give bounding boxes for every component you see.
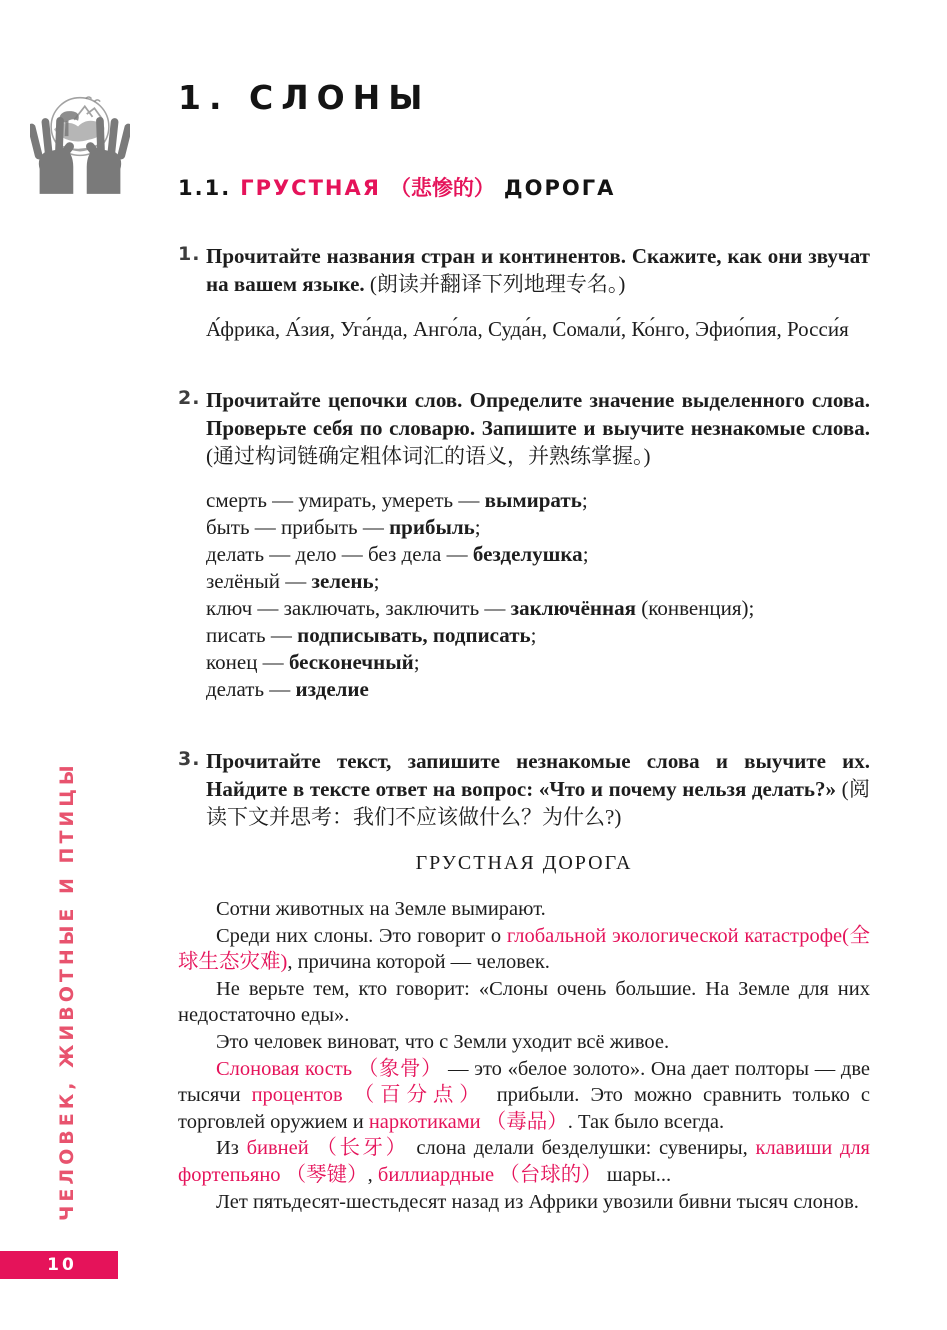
word-chain-line (206, 514, 870, 541)
word-chain-line (206, 676, 870, 703)
text-run: слона делали безделушки: сувениры, (408, 1137, 756, 1160)
text-run: (конвенция); (635, 596, 755, 620)
text-run: . Так было всегда. (567, 1110, 725, 1133)
word-chain-line (206, 568, 870, 595)
text-run: , (367, 1163, 378, 1186)
exercise-1-word-list (206, 315, 870, 343)
content-column (178, 242, 870, 1215)
text-run: делать — (206, 677, 296, 701)
text-run: (阅读下文并思考：我们不应该做什么？为什么?) (206, 777, 870, 829)
exercise-2-instruction (206, 386, 870, 470)
text-run: А́фрика, А́зия, Уга́нда, Анго́ла, Суда́н, Сомали́, Ко́нго, Эфио́пия, Росси́я (206, 317, 849, 341)
section-title-rest: ДОРОГА (503, 176, 616, 200)
text-run: делать — дело — без дела — (206, 542, 473, 566)
text-run: заключённая (510, 596, 636, 620)
reading-paragraph (178, 923, 870, 976)
text-run: ; (373, 569, 380, 593)
word-chain-line (206, 487, 870, 514)
page-number-bar (0, 1251, 118, 1279)
text-run: (朗读并翻译下列地理专名。) (369, 272, 626, 296)
sidebar-vertical-title: ЧЕЛОВЕК, ЖИВОТНЫЕ И ПТИЦЫ (56, 761, 78, 1221)
text-run: зелёный — (206, 569, 312, 593)
exercise-3-instruction (206, 747, 870, 831)
word-chain-line (206, 649, 870, 676)
text-run: зелень (311, 569, 374, 593)
exercise-2-word-chains (206, 487, 870, 703)
text-run: прибыли. Это можно сравнить только с торговлей оружием и (178, 1084, 870, 1133)
section-number: 1.1. (178, 176, 232, 200)
text-run: быть — прибыть — (206, 515, 390, 539)
text-run: ; (530, 623, 537, 647)
chapter-title: 1. СЛОНЫ (178, 78, 431, 117)
text-run: писать — (206, 623, 298, 647)
text-run: бивней （长牙） (246, 1137, 409, 1160)
exercise-1-instruction (206, 242, 870, 298)
text-run: Прочитайте названия стран и континентов. Скажите, как они звучат на вашем языке. (206, 244, 870, 296)
exercise-1-body (206, 242, 870, 343)
text-run: , причина которой — человек. (287, 951, 550, 974)
text-run: Сотни животных на Земле вымирают. (216, 898, 546, 920)
text-run: ; (582, 542, 589, 566)
section-title-chinese-gloss: （悲惨的） (389, 176, 495, 200)
exercise-2-number: 2. (178, 387, 201, 409)
text-run: Прочитайте текст, запишите незнакомые слова и выучите их. Найдите в тексте ответ на вопрос: «Что и почему нельзя делать?» (206, 749, 870, 801)
text-run: бесконечный (288, 650, 414, 674)
text-run: подписывать, подписать (297, 623, 531, 647)
hands-holding-globe-icon (30, 84, 130, 196)
text-run: (通过构词链确定粗体词汇的语义，并熟练掌握。) (206, 444, 651, 468)
word-chain-line (206, 622, 870, 649)
word-chain-line (206, 595, 870, 622)
reading-paragraph (178, 1056, 870, 1136)
text-run: биллиардные （台球的） (377, 1163, 602, 1186)
exercise-3-number: 3. (178, 748, 201, 770)
text-run: Прочитайте цепочки слов. Определите значение выделенного слова. Проверьте себя по словарю. Запишите и выучите незнакомые слова. (206, 388, 870, 440)
text-run: вымирать (484, 488, 582, 512)
text-run: Слоновая кость （象骨） (216, 1057, 443, 1080)
text-run: Это человек виноват, что с Земли уходит всё живое. (216, 1030, 670, 1053)
reading-paragraph (178, 1189, 870, 1216)
exercise-3-body (206, 747, 870, 831)
text-run: ; (581, 488, 588, 512)
reading-body (178, 896, 870, 1215)
exercise-2-body (206, 386, 870, 703)
section-title-accent: ГРУСТНАЯ (240, 176, 381, 200)
text-run: безделушка (472, 542, 583, 566)
text-run: процентов （百分点） (251, 1084, 486, 1107)
text-run: прибыль (389, 515, 475, 539)
text-run: Лет пятьдесят-шестьдесят назад из Африки увозили бивни тысяч слонов. (216, 1190, 859, 1213)
text-run: изделие (295, 677, 369, 701)
text-run: глобальной экологической катастрофе(全球生态灾难) (178, 924, 870, 974)
text-run: конец — (206, 650, 289, 674)
exercise-1 (178, 242, 870, 343)
text-run: ; (474, 515, 481, 539)
text-run: — это «белое золото». Она дает полторы — две тысячи (178, 1057, 871, 1107)
reading-paragraph (178, 1135, 870, 1188)
exercise-1-number: 1. (178, 243, 201, 265)
text-run: шары... (601, 1163, 672, 1186)
exercise-3 (178, 747, 870, 831)
reading-paragraph (178, 976, 870, 1029)
reading-paragraph (178, 896, 870, 923)
text-run: Не верьте тем, кто говорит: «Слоны очень большие. На Земле для них недостаточно еды». (178, 977, 870, 1027)
reading-title: ГРУСТНАЯ ДОРОГА (415, 852, 633, 874)
text-run: наркотиками （毒品） (368, 1110, 568, 1133)
section-heading (178, 172, 615, 202)
text-run: Среди них слоны. Это говорит о (216, 924, 507, 947)
text-run: ключ — заключать, заключить — (206, 596, 511, 620)
text-run: Из (216, 1137, 247, 1160)
text-run: ; (413, 650, 420, 674)
text-run: смерть — умирать, умереть — (206, 488, 485, 512)
reading-paragraph (178, 1029, 870, 1056)
exercise-2 (178, 386, 870, 703)
text-run: клавиши для фортепьяно （琴键） (178, 1137, 870, 1186)
page-number: 10 (47, 1255, 77, 1275)
word-chain-line (206, 541, 870, 568)
